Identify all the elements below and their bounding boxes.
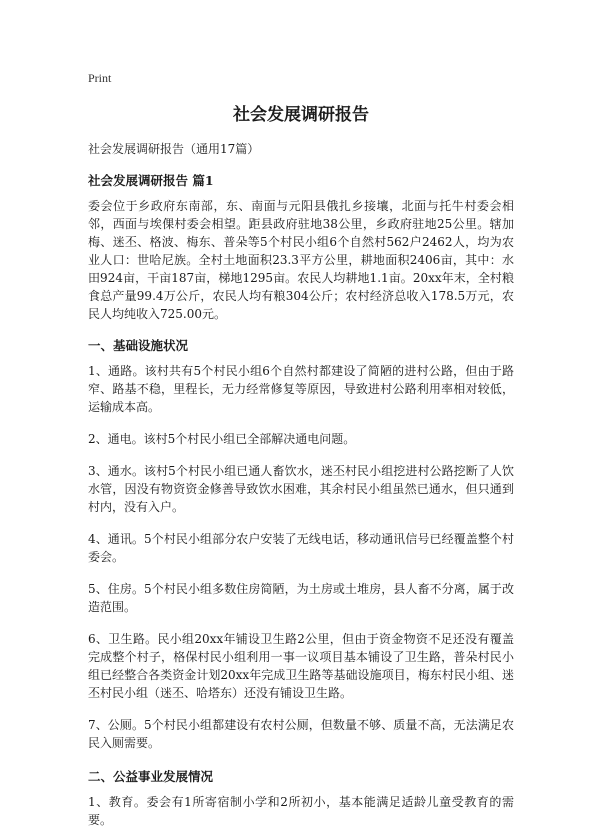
print-label[interactable]: Print xyxy=(88,71,112,85)
paragraph-electricity: 2、通电。该村5个村民小组已全部解决通电问题。 xyxy=(88,432,356,446)
paragraph-public-toilet: 7、公厕。5个村民小组都建设有农村公厕，但数量不够、质量不高，无法满足农民入厕需要。 xyxy=(88,718,514,750)
heading-public-services: 二、公益事业发展情况 xyxy=(88,769,214,784)
page-title: 社会发展调研报告 xyxy=(233,105,369,125)
document-subtitle: 社会发展调研报告（通用17篇） xyxy=(88,142,260,156)
heading-infrastructure: 一、基础设施状况 xyxy=(88,338,189,353)
section-title-article-1: 社会发展调研报告 篇1 xyxy=(88,173,214,188)
paragraph-housing: 5、住房。5个村民小组多数住房简陋，为土房或土堆房，县人畜不分离，属于改造范围。 xyxy=(88,582,514,614)
paragraph-sanitation-road: 6、卫生路。民小组20xx年铺设卫生路2公里，但由于资金物资不足还没有覆盖完成整个村子，格保村民小组利用一事一议项目基本铺设了卫生路，普朵村民小组已经整合各类资金计划20xx年完成卫生路等基础设施项目，梅东村民小组、迷丕村民小组（迷丕、哈塔东）还没有铺设卫生路。 xyxy=(88,632,514,700)
paragraph-water: 3、通水。该村5个村民小组已通人畜饮水，迷丕村民小组挖进村公路挖断了人饮水管，因没有物资资金修善导致饮水困难，其余村民小组虽然已通水，但只通到村内，没有入户。 xyxy=(88,464,514,514)
intro-paragraph: 委会位于乡政府东南部，东、南面与元阳县俄扎乡接壤，北面与托牛村委会相邻，西面与埃倮村委会相望。距县政府驻地38公里，乡政府驻地25公里。辖加梅、迷丕、格波、梅东、普朵等5个村民小组6个自然村562户2462人，均为农业人口：世哈尼族。全村土地面积23.3平方公里，耕地面积2406亩，其中：水田924亩，干亩187亩，梯地1295亩。农民人均耕地1.1亩。20xx年末，全村粮食总产量99.4万公斤，农民人均有粮304公斤；农村经济总收入178.5万元，农民人均纯收入725.00元。 xyxy=(88,199,514,321)
paragraph-telecom: 4、通讯。5个村民小组部分农户安装了无线电话，移动通讯信号已经覆盖整个村委会。 xyxy=(88,532,514,564)
paragraph-education: 1、教育。委会有1所寄宿制小学和2所初小，基本能满足适龄儿童受教育的需要。 xyxy=(88,795,514,827)
paragraph-road: 1、通路。该村共有5个村民小组6个自然村都建设了简陋的进村公路，但由于路窄、路基不稳，里程长，无力经常修复等原因，导致进村公路利用率相对较低，运输成本高。 xyxy=(88,364,514,414)
